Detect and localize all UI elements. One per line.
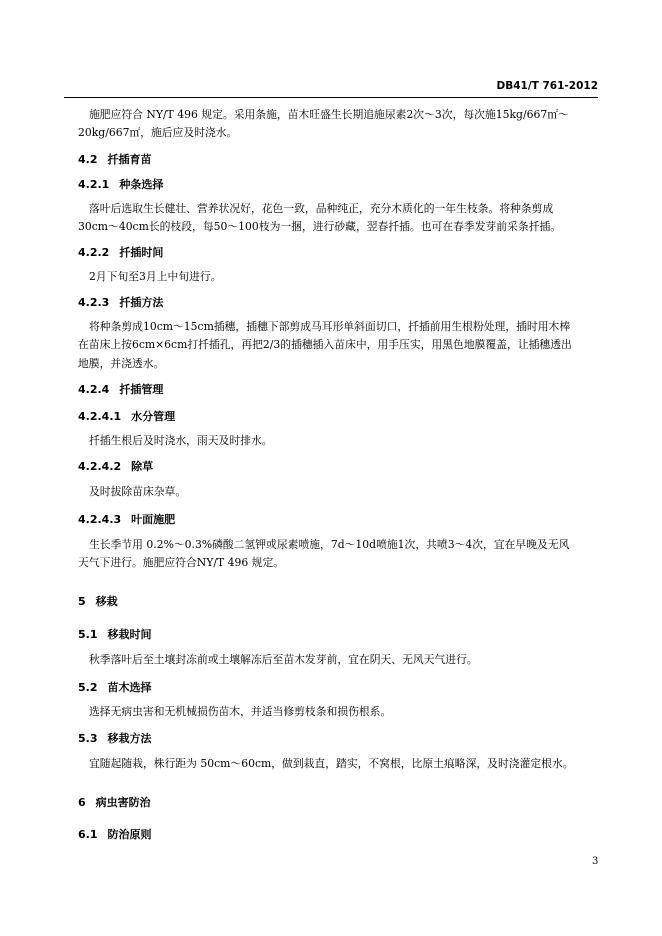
section-heading [78, 733, 152, 744]
section-heading [78, 154, 152, 165]
heading-number: 4.2.4 [78, 383, 110, 396]
heading-number: 5.3 [78, 732, 98, 745]
heading-title: 防治原则 [107, 828, 152, 841]
paragraph-line: 在苗床上按6cm×6cm打扦插孔，再把2/3的插穗插入苗床中，用手压实，用黑色地膜覆盖，让插穗透出 [78, 338, 572, 351]
heading-title: 扦插育苗 [107, 153, 152, 166]
heading-title: 扦插方法 [119, 296, 164, 309]
section-heading [78, 411, 175, 422]
heading-number: 4.2.4.2 [78, 460, 122, 473]
paragraph-line: 宜随起随栽，株行距为 50cm～60cm，做到栽直，踏实，不窝根，比原土痕略深，及时浇灌定根水。 [89, 757, 574, 770]
section-heading [78, 297, 163, 308]
section-heading [78, 629, 152, 640]
paragraph-line: 及时拔除苗床杂草。 [89, 485, 187, 498]
heading-number: 5.1 [78, 628, 98, 641]
heading-number: 4.2.4.1 [78, 410, 122, 423]
paragraph-line: 选择无病虫害和无机械损伤苗木，并适当修剪枝条和损伤根系。 [89, 705, 392, 718]
section-heading [78, 461, 153, 472]
heading-number: 6.1 [78, 828, 98, 841]
section-heading [78, 179, 163, 190]
heading-number: 4.2.4.3 [78, 513, 122, 526]
heading-number: 5 [78, 595, 86, 608]
paragraph-line: 2月下旬至3月上中旬进行。 [89, 270, 222, 283]
paragraph-line: 落叶后选取生长健壮、营养状况好，花色一致，品种纯正，充分木质化的一年生枝条。将种条剪成 [89, 202, 554, 215]
header-rule [64, 97, 598, 98]
heading-title: 移栽方法 [107, 732, 152, 745]
heading-title: 扦插管理 [119, 383, 164, 396]
heading-title: 种条选择 [119, 178, 164, 191]
paragraph-line: 地膜，并浇透水。 [78, 357, 165, 370]
paragraph-line: 将种条剪成10cm～15cm插穗，插穗下部剪成马耳形单斜面切口，扦插前用生根粉处理，插时用木棒 [89, 320, 571, 333]
heading-title: 叶面施肥 [131, 513, 176, 526]
paragraph-line: 施肥应符合 NY/T 496 规定。采用条施，苗木旺盛生长期追施尿素2次～3次，每次施15kg/667㎡～ [89, 108, 569, 121]
section-heading [78, 384, 163, 395]
paragraph-line: 生长季节用 0.2%～0.3%磷酸二氢钾或尿素喷施，7d～10d喷施1次，共喷3～4次，宜在早晚及无风 [89, 538, 570, 551]
document-code: DB41/T 761-2012 [496, 80, 598, 92]
heading-title: 移栽 [95, 595, 118, 608]
heading-title: 苗木选择 [107, 681, 152, 694]
section-heading [78, 829, 152, 840]
heading-number: 4.2.3 [78, 296, 110, 309]
heading-title: 除草 [131, 460, 154, 473]
heading-number: 4.2.2 [78, 246, 110, 259]
paragraph-line: 扦插生根后及时浇水，雨天及时排水。 [89, 434, 273, 447]
paragraph-line: 天气下进行。施肥应符合NY/T 496 规定。 [78, 556, 285, 569]
heading-title: 病虫害防治 [95, 796, 151, 809]
heading-title: 移栽时间 [107, 628, 152, 641]
heading-title: 扦插时间 [119, 246, 164, 259]
section-heading [78, 514, 175, 525]
heading-number: 4.2.1 [78, 178, 110, 191]
paragraph-line: 秋季落叶后至土壤封冻前或土壤解冻后至苗木发芽前，宜在阴天、无风天气进行。 [89, 653, 478, 666]
page-number: 3 [592, 856, 599, 867]
paragraph-line: 30cm～40cm长的枝段，每50～100枝为一捆，进行砂藏，翌春扦插。也可在春季发芽前采条扦插。 [78, 220, 562, 233]
heading-number: 6 [78, 796, 86, 809]
chapter-heading [78, 596, 118, 607]
heading-number: 5.2 [78, 681, 98, 694]
paragraph-line: 20kg/667㎡，施后应及时浇水。 [78, 126, 238, 139]
chapter-heading [78, 797, 151, 808]
section-heading [78, 247, 163, 258]
section-heading [78, 682, 152, 693]
heading-title: 水分管理 [131, 410, 176, 423]
heading-number: 4.2 [78, 153, 98, 166]
